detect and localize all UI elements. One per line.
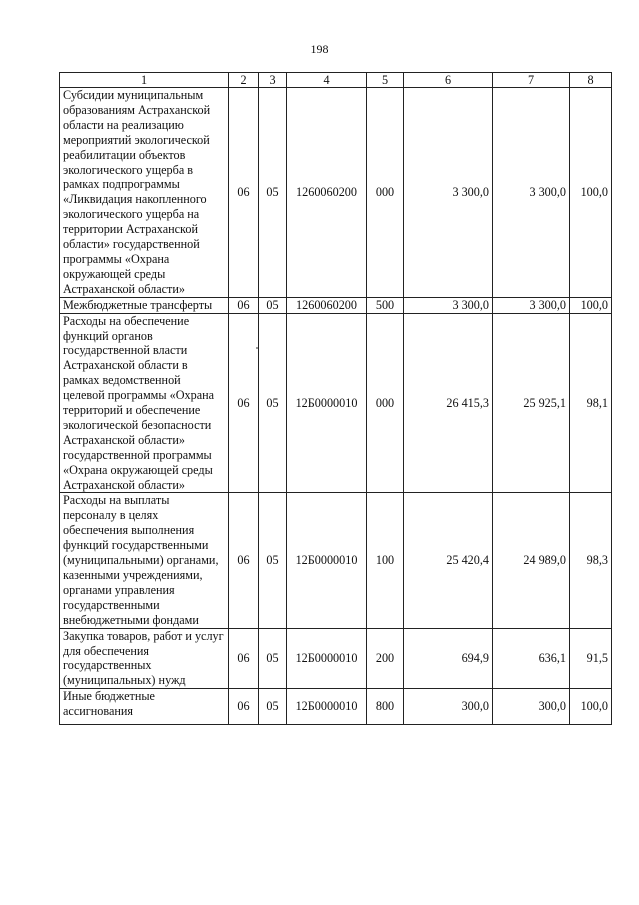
actual-amount: 24 989,0 [493,493,570,628]
section-code: 06 [229,493,259,628]
expense-type-code: 200 [367,628,404,689]
planned-amount: 25 420,4 [404,493,493,628]
expense-name: Иные бюджетные ассигнования [60,689,229,725]
planned-amount: 694,9 [404,628,493,689]
section-code: 06 [229,689,259,725]
column-number-row [60,73,612,88]
expense-type-code: 100 [367,493,404,628]
target-article-code: 12Б0000010 [287,313,367,493]
target-article-code: 1260060200 [287,88,367,298]
section-code: 06 [229,88,259,298]
column-header: 1 [60,73,229,88]
expense-type-code: 500 [367,297,404,313]
expense-name: Межбюджетные трансферты [60,297,229,313]
section-code: 06 [229,297,259,313]
expense-name: Расходы на выплаты персоналу в целях обеспечения выполнения функций государственными (муниципальными) органами, казенными учреждениями, органами управления государственными внебюджетными фондами [60,493,229,628]
column-header: 3 [259,73,287,88]
table-row [60,493,612,628]
execution-percent: 91,5 [570,628,612,689]
expense-type-code: 800 [367,689,404,725]
subsection-code: 05 [259,297,287,313]
subsection-code: 05 [259,689,287,725]
actual-amount: 3 300,0 [493,88,570,298]
planned-amount: 3 300,0 [404,297,493,313]
planned-amount: 300,0 [404,689,493,725]
column-header: 5 [367,73,404,88]
column-header: 8 [570,73,612,88]
expense-name: Расходы на обеспечение функций органов государственной власти Астраханской области в рамках ведомственной целевой программы «Охрана территорий и обеспечение экологической безопасности Астраханской области» государственной программы «Охрана окружающей среды Астраханской области» [60,313,229,493]
table-row [60,313,612,493]
scan-speck [256,347,258,349]
actual-amount: 636,1 [493,628,570,689]
subsection-code: 05 [259,493,287,628]
execution-percent: 98,3 [570,493,612,628]
actual-amount: 25 925,1 [493,313,570,493]
budget-execution-table [59,72,612,725]
subsection-code: 05 [259,88,287,298]
expense-type-code: 000 [367,88,404,298]
column-header: 6 [404,73,493,88]
planned-amount: 3 300,0 [404,88,493,298]
column-header: 2 [229,73,259,88]
table-row [60,88,612,298]
target-article-code: 12Б0000010 [287,628,367,689]
section-code: 06 [229,313,259,493]
execution-percent: 98,1 [570,313,612,493]
table-row [60,297,612,313]
execution-percent: 100,0 [570,689,612,725]
expense-name: Закупка товаров, работ и услуг для обеспечения государственных (муниципальных) нужд [60,628,229,689]
target-article-code: 1260060200 [287,297,367,313]
actual-amount: 300,0 [493,689,570,725]
expense-name: Субсидии муниципальным образованиям Астраханской области на реализацию мероприятий экологической реабилитации объектов экологического ущерба в рамках подпрограммы «Ликвидация накопленного экологического ущерба на территории Астраханской области» государственной программы «Охрана окружающей среды Астраханской области» [60,88,229,298]
target-article-code: 12Б0000010 [287,689,367,725]
page-number: 198 [310,42,329,56]
execution-percent: 100,0 [570,297,612,313]
execution-percent: 100,0 [570,88,612,298]
subsection-code: 05 [259,628,287,689]
column-header: 4 [287,73,367,88]
table-row [60,689,612,725]
subsection-code: 05 [259,313,287,493]
section-code: 06 [229,628,259,689]
column-header: 7 [493,73,570,88]
expense-type-code: 000 [367,313,404,493]
planned-amount: 26 415,3 [404,313,493,493]
table-row [60,628,612,689]
target-article-code: 12Б0000010 [287,493,367,628]
actual-amount: 3 300,0 [493,297,570,313]
